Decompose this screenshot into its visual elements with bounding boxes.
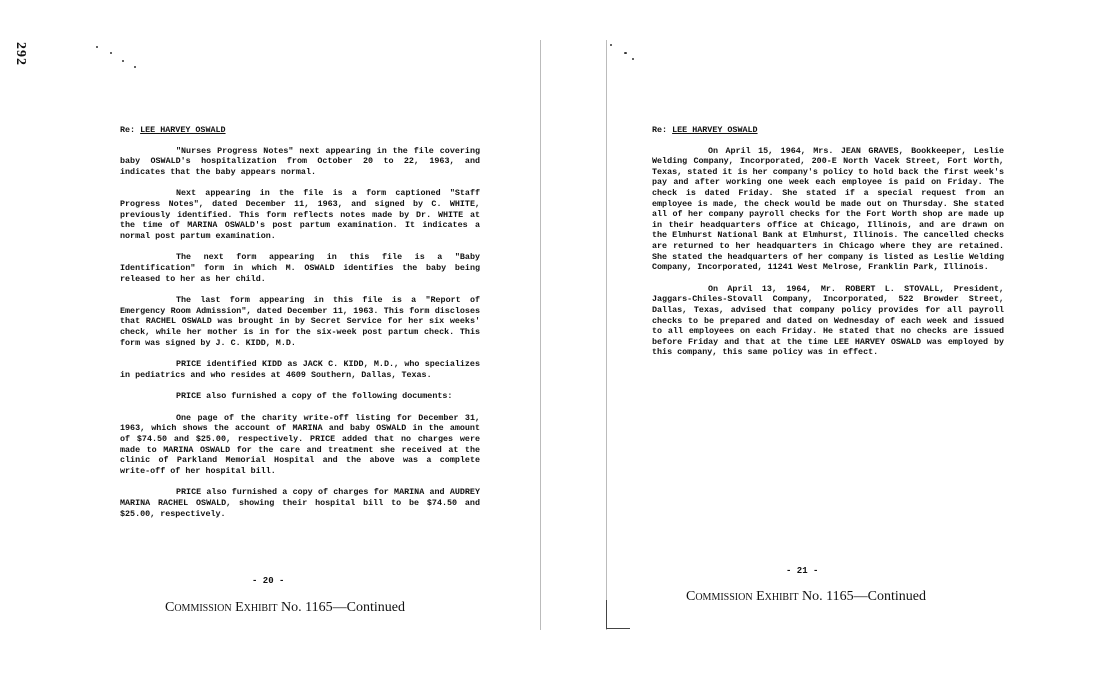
right-page-corner-mark-h [606,628,630,629]
subject-name: LEE HARVEY OSWALD [140,125,226,135]
caption-number: No. 1165—Continued [802,589,926,604]
caption-main: Commission Exhibit [165,600,278,615]
subject-line [652,125,1004,136]
caption-number: No. 1165—Continued [281,600,405,615]
left-page-number: - 20 - [252,576,285,586]
scan-speck [96,46,98,48]
paragraph: The next form appearing in this file is a "Baby Identification" form in which M. OSWALD identifies the baby being released to her as her child. [120,252,480,284]
right-page-corner-mark [606,600,607,628]
scan-speck [134,66,136,68]
scan-speck [110,52,112,54]
subject-line [120,125,480,136]
paragraph: On April 15, 1964, Mrs. JEAN GRAVES, Bookkeeper, Leslie Welding Company, Incorporated, 200-E North Vacek Street, Fort Worth, Texas, stated it is her company's policy to hold back the first week's pay and after working one week each employee is paid on Friday. The check is dated Friday. She stated if a special request from an employee is made, the check would be made out on Thursday. She stated all of her company payroll checks for the Fort Worth shop are made up in their headquarters office at Chicago, Illinois, and are drawn on the Elmhurst National Bank at Elmhurst, Illinois. The cancelled checks are returned to her headquarters in Chicago where they are retained. She stated the headquarters of her company is listed as Leslie Welding Company, Incorporated, 11241 West Melrose, Franklin Park, Illinois. [652,145,1004,273]
scan-speck [632,58,634,60]
right-page-edge [606,40,607,630]
right-exhibit-caption [686,589,926,605]
subject-name: LEE HARVEY OSWALD [672,125,758,135]
paragraph: One page of the charity write-off listing for December 31, 1963, which shows the account of MARINA and baby OSWALD in the amount of $74.50 and $25.00, respectively. PRICE added that no charges were made to MARINA OSWALD for the care and treatment she received at the clinic of Parkland Memorial Hospital and the above was a complete write-off of her hospital bill. [120,412,480,476]
side-page-number: 292 [13,42,28,66]
paragraph: On April 13, 1964, Mr. ROBERT L. STOVALL, President, Jaggars-Chiles-Stovall Company, Incorporated, 522 Browder Street, Dallas, Texas, advised that company policy provides for all payroll checks to be prepared and dated on Wednesday of each week and issued to all employees on each Friday. He stated that no checks are issued before Friday and that at the time LEE HARVEY OSWALD was employed by this company, this same policy was in effect. [652,283,1004,358]
caption-main: Commission Exhibit [686,589,799,604]
scan-speck [122,60,124,62]
right-page-number: - 21 - [786,566,819,576]
paragraph: "Nurses Progress Notes" next appearing in the file covering baby OSWALD's hospitalization from October 20 to 22, 1963, and indicates that the baby appears normal. [120,145,480,177]
right-page-body [652,125,1004,369]
scan-speck [610,44,612,46]
paragraph: PRICE identified KIDD as JACK C. KIDD, M.D., who specializes in pediatrics and who resides at 4609 Southern, Dallas, Texas. [120,359,480,380]
paragraph: PRICE also furnished a copy of the following documents: [176,391,453,402]
left-page-body [120,125,480,530]
re-label: Re: [652,125,668,135]
left-exhibit-caption [165,600,405,616]
paragraph: PRICE also furnished a copy of charges for MARINA and AUDREY MARINA RACHEL OSWALD, showing their hospital bill to be $74.50 and $25.00, respectively. [120,487,480,519]
scan-speck [624,52,627,54]
left-page-edge [540,40,541,630]
paragraph: Next appearing in the file is a form captioned "Staff Progress Notes", dated December 11, 1963, and signed by C. WHITE, previously identified. This form reflects notes made by Dr. WHITE at the time of MARINA OSWALD's post partum examination. It indicates a normal post partum examination. [120,188,480,241]
re-label: Re: [120,125,136,135]
paragraph: The last form appearing in this file is a "Report of Emergency Room Admission", dated December 11, 1963. This form discloses that RACHEL OSWALD was brought in by Secret Service for her six weeks' check, while her mother is in for the six-week post partum check. This form was signed by J. C. KIDD, M.D. [120,295,480,348]
